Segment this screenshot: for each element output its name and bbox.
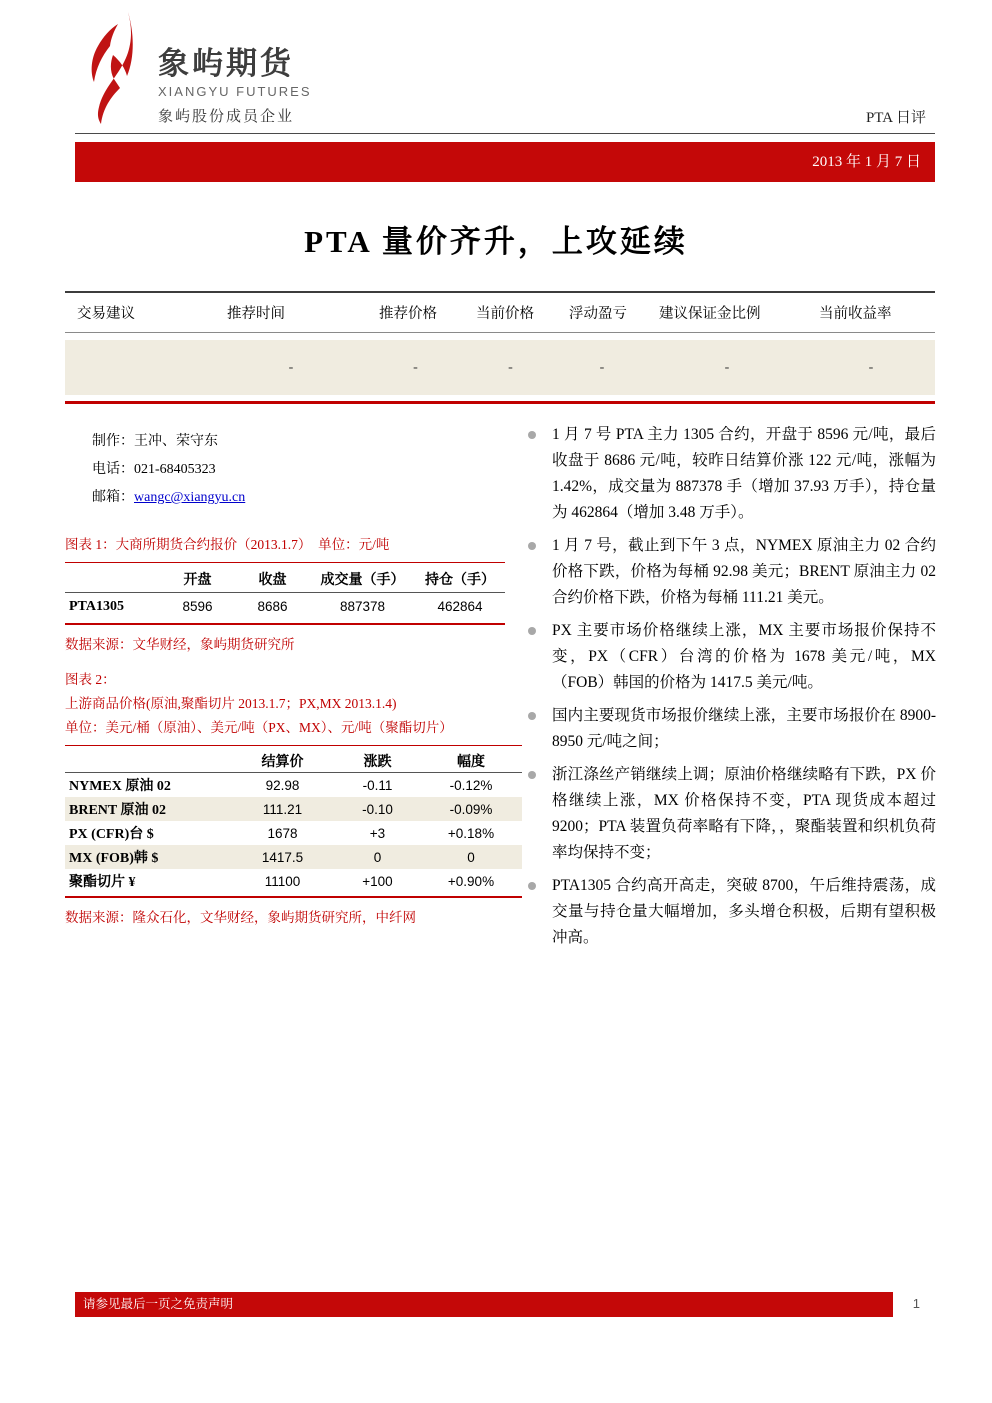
column-header: 持仓（手）: [425, 573, 495, 588]
bullet-item: [520, 422, 936, 526]
table-row: [65, 821, 522, 845]
table-cell: -0.12%: [449, 777, 493, 793]
advice-table-row: [65, 340, 935, 395]
table-cell: -: [288, 359, 294, 375]
bullet-text: 国内主要现货市场报价继续上涨，主要市场报价在 8900-8950 元/吨之间；: [552, 707, 936, 750]
table-cell: 462864: [437, 599, 483, 614]
chart1-section: [65, 533, 505, 653]
table-cell: 887378: [339, 599, 386, 614]
chart2-caption-line1: 图表 2：: [65, 672, 116, 687]
table-cell: -: [599, 359, 605, 375]
flame-logo-icon: [88, 12, 144, 124]
column-header: 推荐价格: [379, 306, 437, 322]
table-cell: 111.21: [262, 801, 303, 817]
bullet-item: [520, 703, 936, 755]
column-header: 推荐时间: [227, 306, 285, 322]
table-cell: -0.09%: [449, 801, 493, 817]
bullet-text: PX 主要市场价格继续上涨，MX 主要市场报价保持不变，PX（CFR）台湾的价格为 1678 美元/吨，MX（FOB）韩国的价格为 1417.5 美元/吨。: [552, 622, 936, 691]
header-rule: [75, 133, 935, 134]
chart2-section: [65, 668, 522, 926]
chart1-table-header: [65, 566, 505, 593]
bullet-icon: [528, 771, 536, 779]
table-cell: 8686: [257, 599, 288, 614]
brand-block: [158, 12, 312, 126]
table-cell: 11100: [264, 873, 301, 889]
email-link[interactable]: wangc@xiangyu.cn: [134, 490, 246, 505]
column-header: 浮动盈亏: [569, 306, 627, 322]
chart1-caption: 图表 1：大商所期货合约报价（2013.1.7） 单位：元/吨: [65, 537, 390, 552]
chart1-table: [65, 566, 505, 620]
table-cell: 92.98: [265, 777, 300, 793]
chart2-caption-line3: 单位：美元/桶（原油）、美元/吨（PX、MX）、元/吨（聚酯切片）: [65, 720, 453, 735]
table-cell: 8596: [182, 599, 213, 614]
bullet-icon: [528, 712, 536, 720]
column-header: 开盘: [183, 573, 212, 588]
table-cell: +3: [369, 825, 386, 841]
chart2-table-header: [65, 749, 522, 773]
table-cell: -: [724, 359, 730, 375]
table-cell: 1417.5: [261, 849, 304, 865]
table-cell: 聚酯切片 ¥: [69, 875, 136, 890]
summary-bullet-list: [520, 422, 936, 958]
footer-disclaimer-bar: [75, 1292, 893, 1317]
table-cell: -0.11: [362, 777, 393, 793]
divider-red: [65, 745, 522, 746]
table-cell: 0: [373, 849, 382, 865]
disclaimer-text: 请参见最后一页之免责声明: [83, 1297, 234, 1311]
bullet-icon: [528, 542, 536, 550]
chart1-source: 数据来源：文华财经，象屿期货研究所: [65, 637, 295, 652]
table-cell: +100: [362, 873, 393, 889]
brand-subtitle: 象屿股份成员企业: [158, 109, 295, 125]
bullet-text: 1 月 7 号 PTA 主力 1305 合约，开盘于 8596 元/吨，最后收盘于 8686 元/吨，较昨日结算价涨 122 元/吨，涨幅为 1.42%，成交量为 887378 手（增加 37.93 万手），持仓量为 462864（增加 3.48 万手）。: [552, 426, 936, 521]
bullet-icon: [528, 431, 536, 439]
email-label: 邮箱：: [92, 490, 134, 505]
report-date: 2013 年 1 月 7 日: [812, 154, 921, 170]
table-cell: +0.18%: [447, 825, 495, 841]
column-header: 收盘: [258, 573, 287, 588]
divider-red: [65, 562, 505, 563]
table-cell: MX (FOB)韩 $: [69, 851, 159, 866]
report-type-label: PTA 日评: [865, 110, 926, 126]
table-row: [65, 797, 522, 821]
table-cell: PX (CFR)台 $: [69, 827, 154, 842]
bullet-item: [520, 873, 936, 951]
table-cell: +0.90%: [447, 873, 495, 889]
table-cell: 1678: [267, 825, 298, 841]
maker-line: 制作：王冲、荣守东: [92, 434, 218, 449]
table-row: [65, 845, 522, 869]
column-header: 幅度: [457, 754, 485, 770]
advice-table: [65, 291, 935, 404]
contact-block: [92, 428, 245, 512]
column-header: 交易建议: [77, 306, 135, 322]
chart2-caption-line2: 上游商品价格(原油,聚酯切片 2013.1.7；PX,MX 2013.1.4): [65, 696, 397, 711]
column-header: 建议保证金比例: [659, 306, 761, 322]
email-line: [92, 484, 245, 512]
column-header: 结算价: [261, 754, 304, 770]
date-banner: [75, 142, 935, 182]
chart2-source: 数据来源：隆众石化，文华财经，象屿期货研究所，中纤网: [65, 910, 416, 925]
table-cell: -: [868, 359, 874, 375]
divider-red: [65, 623, 505, 625]
bullet-item: [520, 533, 936, 611]
table-cell: -: [413, 359, 418, 375]
column-header: 当前收益率: [819, 306, 892, 322]
brand-name-cn: 象屿期货: [158, 46, 294, 81]
advice-table-header: [65, 291, 935, 333]
page-number: 1: [912, 1296, 920, 1311]
column-header: 当前价格: [476, 306, 534, 322]
company-logo: [88, 12, 312, 126]
bullet-text: PTA1305 合约高开高走，突破 8700，午后维持震荡，成交量与持仓量大幅增加，多头增仓积极，后期有望积极冲高。: [552, 877, 936, 946]
table-cell: PTA1305: [69, 598, 124, 614]
divider-red: [65, 401, 935, 404]
bullet-text: 浙江涤丝产销继续上调；原油价格继续略有下跌，PX 价格继续上涨，MX 价格保持不变，PTA 现货成本超过 9200；PTA 装置负荷率略有下降，，聚酯装置和织机负荷率均保持不变；: [552, 766, 936, 861]
table-cell: -: [508, 359, 513, 375]
bullet-item: [520, 618, 936, 696]
column-header: 涨跌: [363, 754, 392, 770]
table-row: [65, 773, 522, 797]
table-cell: NYMEX 原油 02: [69, 779, 171, 794]
chart2-table: [65, 749, 522, 893]
bullet-item: [520, 762, 936, 866]
brand-name-en: XIANGYU FUTURES: [158, 84, 312, 99]
page-title: PTA 量价齐升，上攻延续: [304, 224, 688, 259]
phone-line: 电话：021-68405323: [92, 462, 216, 477]
table-cell: -0.10: [362, 801, 393, 817]
divider-red: [65, 896, 522, 898]
column-header: 成交量（手）: [320, 573, 405, 588]
bullet-icon: [528, 627, 536, 635]
table-row: [65, 593, 505, 620]
table-row: [65, 869, 522, 893]
bullet-text: 1 月 7 号，截止到下午 3 点，NYMEX 原油主力 02 合约价格下跌，价格为每桶 92.98 美元；BRENT 原油主力 02 合约价格下跌，价格为每桶 111.21 美元。: [552, 537, 936, 606]
bullet-icon: [528, 882, 536, 890]
table-cell: BRENT 原油 02: [69, 803, 166, 818]
table-cell: 0: [467, 849, 475, 865]
